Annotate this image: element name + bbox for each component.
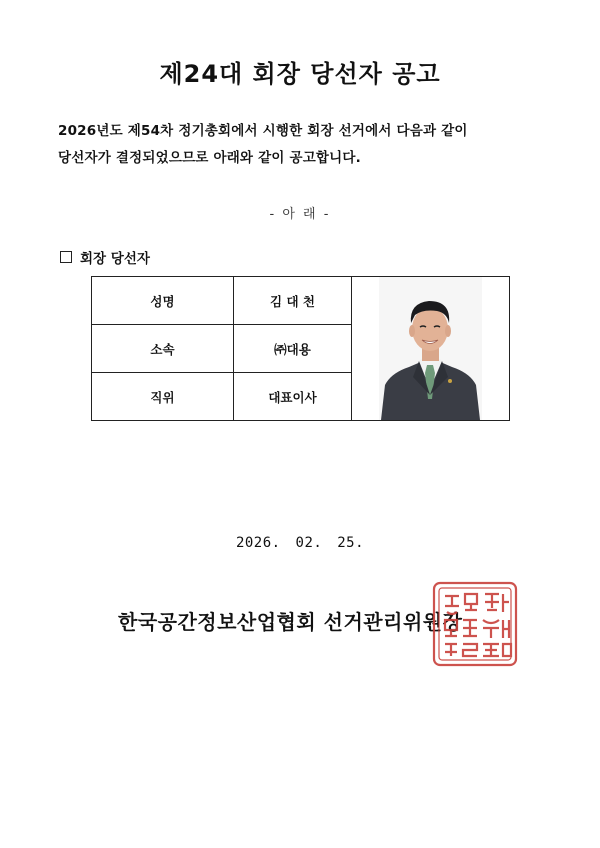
announcement-line-2: 당선자가 결정되었으므로 아래와 같이 공고합니다. xyxy=(58,150,361,166)
signer-name: 한국공간정보산업협회 선거관리위원장 xyxy=(118,610,463,634)
affiliation-value: ㈜대용 xyxy=(234,325,352,373)
official-seal-icon xyxy=(431,580,519,668)
arae-heading: - 아 래 - xyxy=(269,207,331,222)
announcement-line-1: 2026년도 제54차 정기총회에서 시행한 회장 선거에서 다음과 같이 xyxy=(58,123,468,139)
position-value: 대표이사 xyxy=(234,373,352,421)
winner-photo xyxy=(379,277,482,420)
name-value: 김 대 천 xyxy=(234,277,352,325)
page-title: 제24대 회장 당선자 공고 xyxy=(159,60,441,88)
announcement-date: 2026. 02. 25. xyxy=(235,535,365,551)
announcement-body xyxy=(58,118,558,172)
table-row xyxy=(92,277,510,325)
portrait-image xyxy=(379,277,482,420)
photo-cell xyxy=(352,277,510,421)
winner-info-table xyxy=(91,276,510,421)
name-label: 성명 xyxy=(92,277,234,325)
affiliation-label: 소속 xyxy=(92,325,234,373)
checkbox-icon xyxy=(60,251,72,263)
position-label: 직위 xyxy=(92,373,234,421)
section-heading xyxy=(60,247,150,267)
section-title: 회장 당선자 xyxy=(80,251,150,267)
